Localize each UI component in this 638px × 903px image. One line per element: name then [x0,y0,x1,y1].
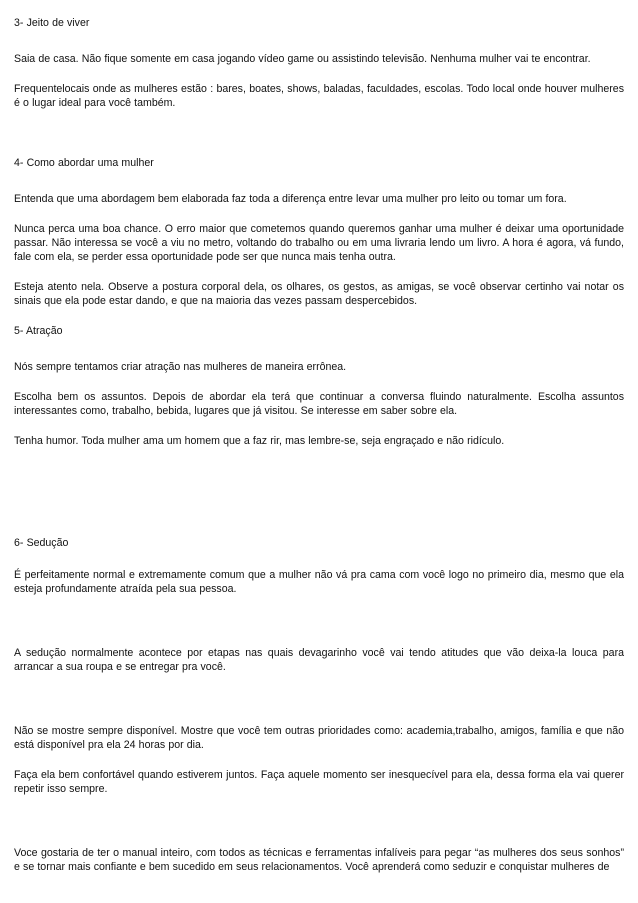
paragraph: Entenda que uma abordagem bem elaborada faz toda a diferença entre levar uma mulher pro leito ou tomar um fora. [14,193,567,205]
paragraph: Tenha humor. Toda mulher ama um homem que a faz rir, mas lembre-se, seja engraçado e não ridículo. [14,435,505,447]
paragraph: Esteja atento nela. Observe a postura corporal dela, os olhares, os gestos, as amigas, se você observar certinho vai notar os sinais que ela pode estar dando, e que na maioria das vezes passam despercebidos. [14,281,624,307]
paragraph: Nunca perca uma boa chance. O erro maior que cometemos quando queremos ganhar uma mulher é deixar uma oportunidade passar. Não interessa se você a viu no metro, voltando do trabalho ou em uma livraria lendo um livro. A hora é agora, vá fundo, fale com ela, se perder essa oportunidade pode ser que nunca mais tenha outra. [14,223,624,263]
paragraph: A sedução normalmente acontece por etapas nas quais devagarinho você vai tendo atitudes que vão deixa-la louca para arrancar a sua roupa e se entregar pra você. [14,647,624,673]
paragraph: Saia de casa. Não fique somente em casa jogando vídeo game ou assistindo televisão. Nenhuma mulher vai te encontrar. [14,53,591,65]
paragraph: Voce gostaria de ter o manual inteiro, com todos as técnicas e ferramentas infalíveis para pegar “as mulheres dos seus sonhos” e se tornar mais confiante e bem sucedido em seus relacionamentos. Você aprenderá como seduzir e conquistar mulheres de [14,847,624,873]
section-heading-jeito-de-viver: 3- Jeito de viver [14,17,90,29]
paragraph: Escolha bem os assuntos. Depois de abordar ela terá que continuar a conversa fluindo naturalmente. Escolha assuntos interessantes como, trabalho, bebida, lugares que já visitou. Se interesse em saber sobre ela. [14,391,624,417]
section-heading-atracao: 5- Atração [14,325,63,337]
section-heading-como-abordar: 4- Como abordar uma mulher [14,157,154,169]
paragraph: Frequentelocais onde as mulheres estão : bares, boates, shows, baladas, faculdades, escolas. Todo local onde houver mulheres é o lugar ideal para você também. [14,83,624,109]
paragraph: É perfeitamente normal e extremamente comum que a mulher não vá pra cama com você logo no primeiro dia, mesmo que ela esteja profundamente atraída pela sua pessoa. [14,569,624,595]
paragraph: Nós sempre tentamos criar atração nas mulheres de maneira errônea. [14,361,347,373]
paragraph: Não se mostre sempre disponível. Mostre que você tem outras prioridades como: academia,trabalho, amigos, família e que não está disponível pra ela 24 horas por dia. [14,725,624,751]
section-heading-seducao: 6- Sedução [14,537,69,549]
paragraph: Faça ela bem confortável quando estiverem juntos. Faça aquele momento ser inesquecível para ela, dessa forma ela vai querer repetir isso sempre. [14,769,624,795]
